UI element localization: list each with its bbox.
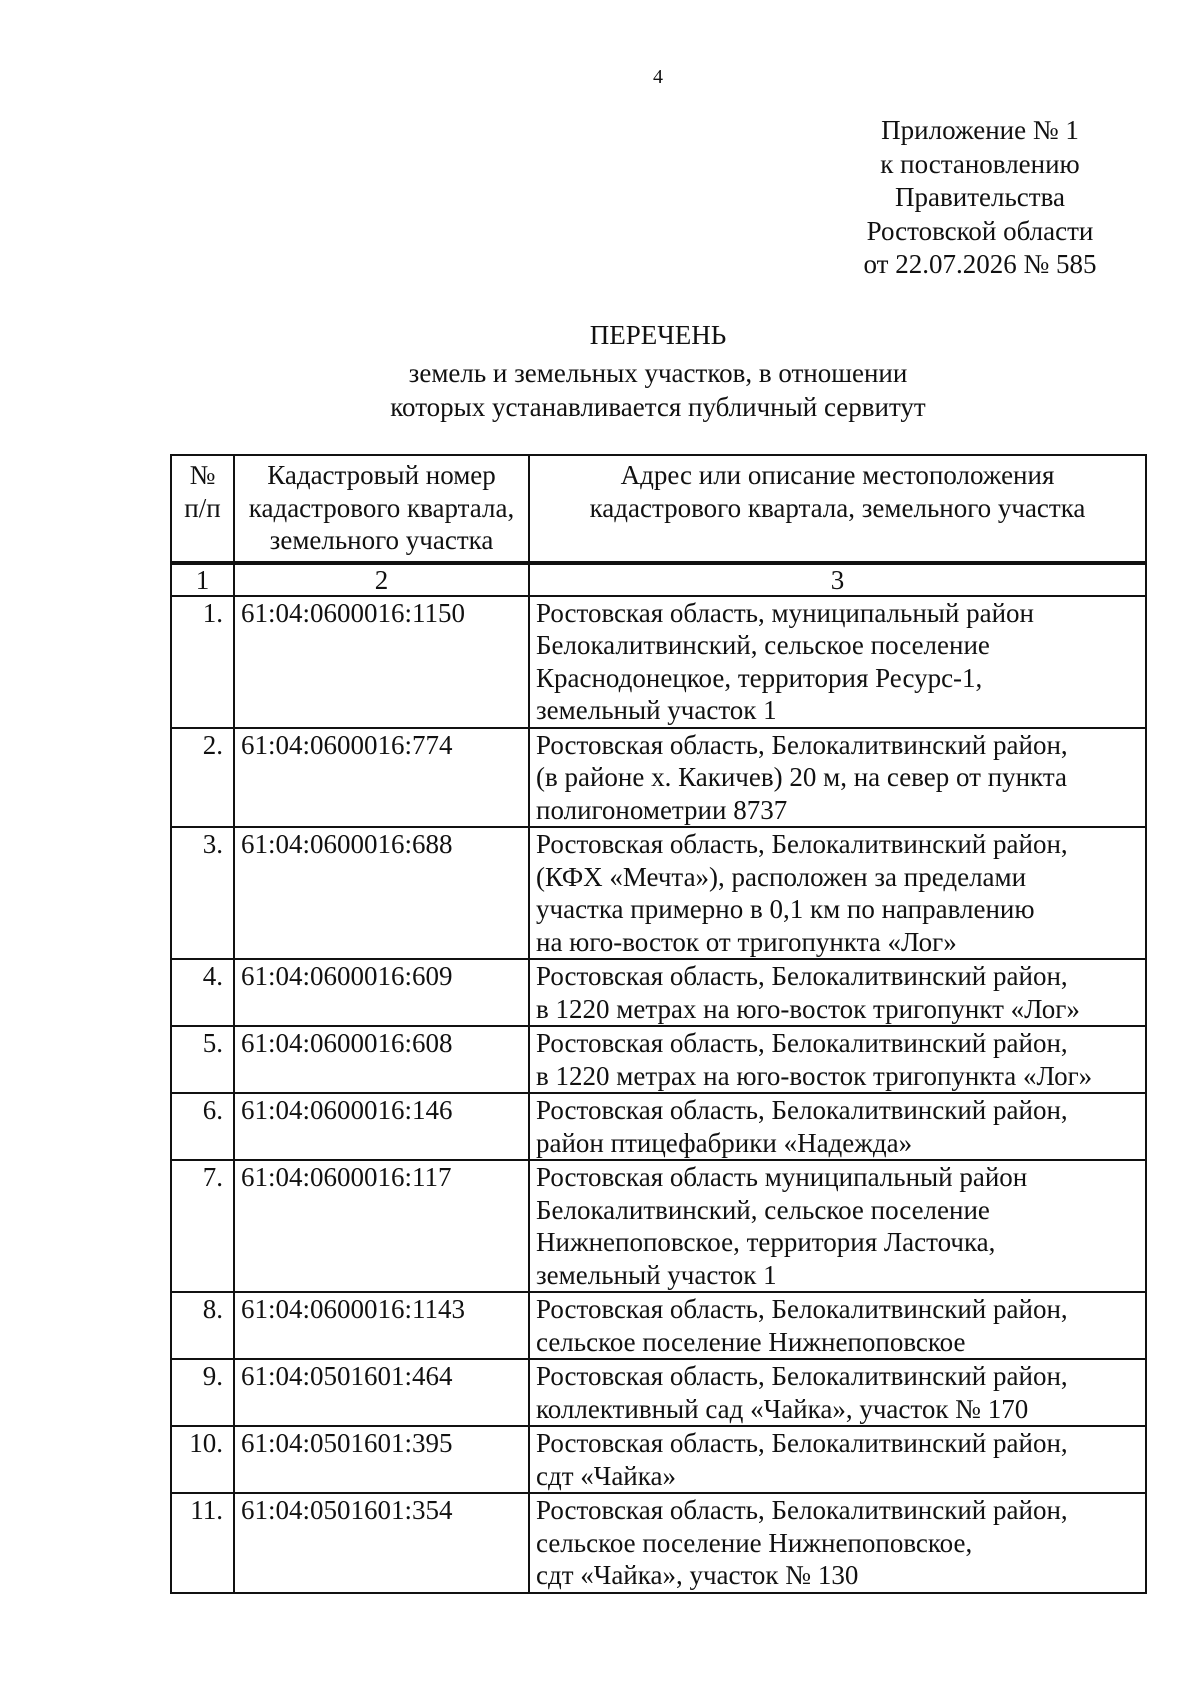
address-line: сельское поселение Нижнепоповское: [536, 1326, 966, 1357]
cadastral-number: 61:04:0600016:146: [234, 1093, 529, 1160]
header-text: №: [189, 460, 216, 490]
row-number: 7.: [171, 1160, 234, 1292]
column-number: 3: [529, 563, 1146, 596]
address-cell: [529, 959, 1146, 1026]
address-line: в 1220 метрах на юго-восток тригопункта «Лог»: [536, 1060, 1093, 1091]
address-line: Белокалитвинский, сельское поселение: [536, 630, 990, 660]
row-number: 4.: [171, 959, 234, 1026]
address-line: в 1220 метрах на юго-восток тригопункт «Лог»: [536, 993, 1080, 1024]
appendix-line: к постановлению: [880, 148, 1080, 179]
address-line: коллективный сад «Чайка», участок № 170: [536, 1393, 1029, 1424]
address-line: Ростовская область, Белокалитвинский район,: [536, 961, 1068, 991]
address-line: Ростовская область, Белокалитвинский район,: [536, 829, 1068, 859]
appendix-line: Приложение № 1: [881, 115, 1079, 145]
address-line: сдт «Чайка», участок № 130: [536, 1560, 859, 1590]
cadastral-number: 61:04:0600016:117: [234, 1160, 529, 1292]
address-line: Нижнепоповское, территория Ласточка,: [536, 1227, 996, 1257]
address-line: Ростовская область, Белокалитвинский район,: [536, 1361, 1068, 1391]
address-line: полигонометрии 8737: [536, 794, 788, 825]
title-line: земель и земельных участков, в отношении: [408, 358, 908, 388]
address-line: Белокалитвинский, сельское поселение: [536, 1194, 990, 1225]
cadastral-number: 61:04:0501601:354: [234, 1493, 529, 1593]
appendix-block: [780, 114, 1180, 282]
address-line: Краснодонецкое, территория Ресурс-1,: [536, 662, 983, 693]
cadastral-number: 61:04:0600016:1150: [234, 596, 529, 728]
table-row: [171, 1026, 1146, 1093]
address-cell: [529, 1493, 1146, 1593]
address-line: (КФХ «Мечта»), расположен за пределами: [536, 861, 1027, 892]
address-line: (в районе х. Какичев) 20 м, на север от пункта: [536, 762, 1067, 792]
appendix-line: от 22.07.2026 № 585: [863, 249, 1097, 279]
row-number: 9.: [171, 1359, 234, 1426]
cadastral-number: 61:04:0600016:1143: [234, 1292, 529, 1359]
header-number: [171, 455, 234, 563]
page-number: 4: [653, 66, 663, 88]
address-cell: [529, 728, 1146, 828]
row-number: 8.: [171, 1292, 234, 1359]
address-cell: [529, 1359, 1146, 1426]
address-line: сдт «Чайка»: [536, 1460, 676, 1491]
column-numbers-row: [171, 563, 1146, 596]
header-text: п/п: [184, 492, 221, 523]
row-number: 11.: [171, 1493, 234, 1593]
header-cadastral: [234, 455, 529, 563]
cadastral-number: 61:04:0600016:609: [234, 959, 529, 1026]
address-cell: [529, 827, 1146, 959]
cadastral-number: 61:04:0501601:464: [234, 1359, 529, 1426]
cadastral-number: 61:04:0600016:774: [234, 728, 529, 828]
land-plots-table: [170, 454, 1147, 1594]
table-row: [171, 1359, 1146, 1426]
row-number: 5.: [171, 1026, 234, 1093]
cadastral-number: 61:04:0501601:395: [234, 1426, 529, 1493]
address-cell: [529, 1426, 1146, 1493]
header-text: кадастрового квартала, земельного участка: [589, 492, 1086, 523]
address-line: Ростовская область, Белокалитвинский район,: [536, 1095, 1068, 1125]
title-heading: ПЕРЕЧЕНЬ: [589, 320, 727, 350]
header-text: земельного участка: [269, 525, 494, 555]
table-row: [171, 1292, 1146, 1359]
address-cell: [529, 1093, 1146, 1160]
address-line: Ростовская область, Белокалитвинский район,: [536, 1294, 1068, 1324]
table-row: [171, 1493, 1146, 1593]
table-row: [171, 596, 1146, 728]
address-line: Ростовская область, Белокалитвинский район,: [536, 729, 1068, 760]
address-cell: [529, 1292, 1146, 1359]
address-line: на юго-восток от тригопункта «Лог»: [536, 926, 957, 957]
row-number: 10.: [171, 1426, 234, 1493]
row-number: 2.: [171, 728, 234, 828]
address-line: Ростовская область, муниципальный район: [536, 597, 1035, 628]
address-line: земельный участок 1: [536, 1259, 777, 1290]
header-text: Кадастровый номер: [267, 460, 496, 490]
address-line: участка примерно в 0,1 км по направлению: [536, 894, 1035, 924]
address-line: Ростовская область, Белокалитвинский район,: [536, 1495, 1068, 1525]
address-line: земельный участок 1: [536, 695, 777, 725]
address-line: сельское поселение Нижнепоповское,: [536, 1527, 973, 1558]
table-row: [171, 1160, 1146, 1292]
title-line: которых устанавливается публичный сервитут: [390, 392, 926, 422]
header-address: [529, 455, 1146, 563]
address-line: район птицефабрики «Надежда»: [536, 1127, 913, 1158]
address-cell: [529, 1026, 1146, 1093]
appendix-line: Правительства: [895, 182, 1065, 212]
table-row: [171, 1093, 1146, 1160]
row-number: 6.: [171, 1093, 234, 1160]
address-line: Ростовская область, Белокалитвинский район,: [536, 1428, 1068, 1458]
table-row: [171, 1426, 1146, 1493]
address-cell: [529, 596, 1146, 728]
address-line: Ростовская область муниципальный район: [536, 1162, 1028, 1192]
table-row: [171, 959, 1146, 1026]
cadastral-number: 61:04:0600016:608: [234, 1026, 529, 1093]
appendix-line: Ростовской области: [866, 215, 1094, 246]
column-number: 2: [234, 563, 529, 596]
table-row: [171, 728, 1146, 828]
row-number: 1.: [171, 596, 234, 728]
document-title: [300, 318, 1016, 424]
row-number: 3.: [171, 827, 234, 959]
address-line: Ростовская область, Белокалитвинский район,: [536, 1028, 1068, 1058]
column-number: 1: [171, 563, 234, 596]
cadastral-number: 61:04:0600016:688: [234, 827, 529, 959]
address-cell: [529, 1160, 1146, 1292]
header-text: Адрес или описание местоположения: [620, 460, 1055, 490]
table-header-row: [171, 455, 1146, 563]
table-row: [171, 827, 1146, 959]
header-text: кадастрового квартала,: [248, 492, 515, 523]
